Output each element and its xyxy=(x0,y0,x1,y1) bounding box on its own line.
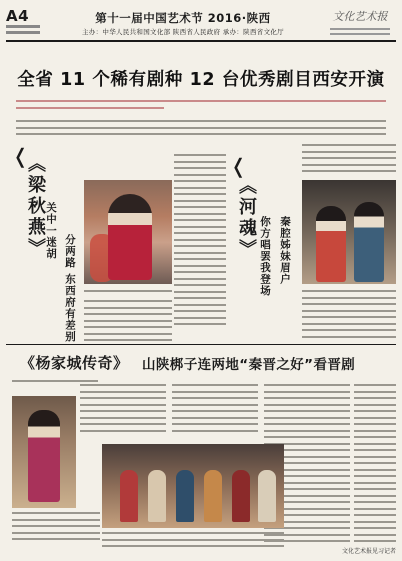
deco-bracket: ❬ xyxy=(12,144,29,168)
lead-paragraph xyxy=(16,100,386,113)
section-body-col-3 xyxy=(172,384,258,436)
section-body-bottom xyxy=(102,532,284,552)
body-col-right-lower xyxy=(302,290,396,342)
body-col-right-upper xyxy=(302,144,396,177)
feature-left-subtitle-2: 分两路 东西府有差别 xyxy=(64,234,76,343)
brand-logo: 文化艺术报 xyxy=(332,10,388,23)
footer-credit: 文化艺术报见习记者 xyxy=(342,548,397,555)
newspaper-page xyxy=(6,4,396,557)
body-col-left-lower xyxy=(84,300,172,346)
stage-photo-bottom xyxy=(102,444,284,528)
stage-photo-right xyxy=(302,180,396,284)
section-body-col-2 xyxy=(80,384,166,436)
stage-photo-left xyxy=(84,180,172,284)
page-number: A4 xyxy=(6,7,30,25)
masthead-subtitle: 主办：中华人民共和国文化部 陕西省人民政府 承办：陕西省文化厅 xyxy=(82,28,284,36)
main-headline: 全省 11 个稀有剧种 12 台优秀剧目西安开演 xyxy=(17,70,385,90)
feature-right-title: 《河魂》 xyxy=(236,176,257,260)
brand-meta xyxy=(330,28,390,38)
masthead-meta xyxy=(6,25,46,37)
section-body-col-5 xyxy=(354,384,396,547)
feature-right-subtitle-2: 秦腔姊妹眉户 xyxy=(279,216,291,285)
stage-photo-section xyxy=(12,396,76,508)
masthead xyxy=(6,4,396,42)
section-rule xyxy=(6,344,396,345)
section-body-col-1-lower xyxy=(12,512,100,545)
deco-bracket-2: ❬ xyxy=(230,154,247,178)
intro-paragraph xyxy=(16,120,386,140)
feature-right-subtitle-1: 你方唱罢我登场 xyxy=(259,216,271,297)
section-title: 《杨家城传奇》 xyxy=(20,354,129,372)
masthead-title: 第十一届中国艺术节 2016·陕西 xyxy=(95,11,271,25)
feature-left-title: 《梁秋燕》 xyxy=(25,154,46,259)
section-subtitle: 山陕梆子连两地“秦晋之好”看晋剧 xyxy=(142,357,356,373)
body-col-1 xyxy=(174,154,226,330)
photo-caption-left xyxy=(84,290,172,297)
feature-left-subtitle-1: 关中一迷胡 xyxy=(45,202,57,260)
